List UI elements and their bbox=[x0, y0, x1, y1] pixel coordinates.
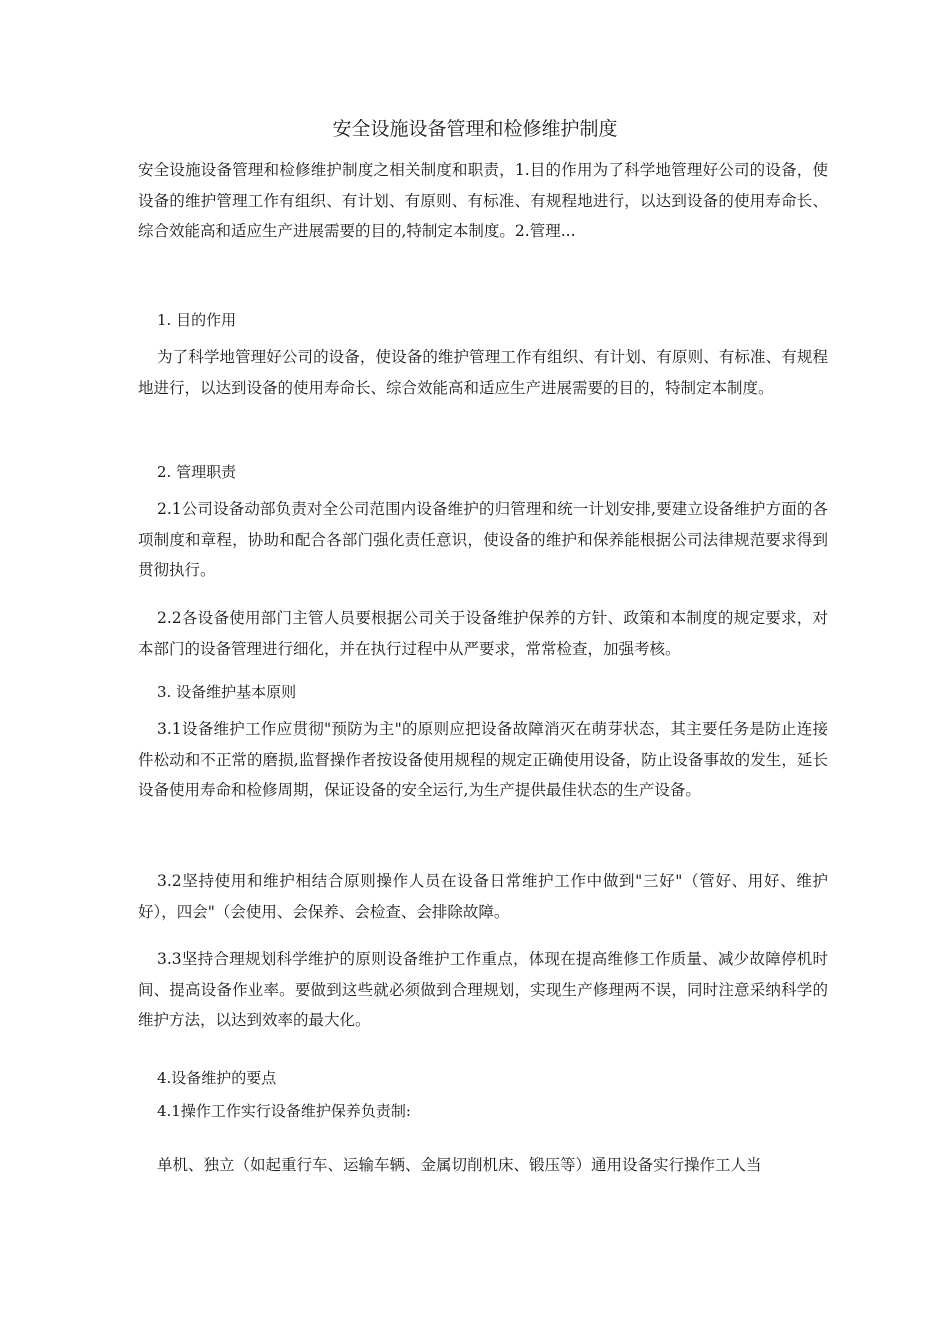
section-4-1-heading: 4.1操作工作实行设备维护保养负责制: bbox=[157, 1102, 411, 1120]
section-4-body: 单机、独立（如起重行车、运输车辆、金属切削机床、锻压等）通用设备实行操作工人当 bbox=[157, 1156, 762, 1174]
document-title: 安全设施设备管理和检修维护制度 bbox=[332, 118, 618, 140]
section-2-1-paragraph: 2.1公司设备动部负责对全公司范围内设备维护的归管理和统一计划安排,要建立设备维护方面的各项制度和章程，协助和配合各部门强化责任意识，使设备的维护和保养能根据公司法律规范要求得到贯彻执行。 bbox=[138, 500, 828, 579]
section-2-heading: 2. 管理职责 bbox=[157, 463, 237, 481]
section-1-body: 为了科学地管理好公司的设备，使设备的维护管理工作有组织、有计划、有原则、有标准、有规程地进行，以达到设备的使用寿命长、综合效能高和适应生产进展需要的目的，特制定本制度。 bbox=[138, 348, 828, 397]
section-4-heading: 4.设备维护的要点 bbox=[157, 1069, 277, 1087]
section-3-2-paragraph: 3.2坚持使用和维护相结合原则操作人员在设备日常维护工作中做到"三好"（管好、用好、维护好），四会"（会使用、会保养、会检查、会排除故障。 bbox=[138, 872, 828, 921]
section-2-2-paragraph: 2.2各设备使用部门主管人员要根据公司关于设备维护保养的方针、政策和本制度的规定要求，对本部门的设备管理进行细化，并在执行过程中从严要求，常常检查，加强考核。 bbox=[138, 609, 828, 658]
intro-paragraph: 安全设施设备管理和检修维护制度之相关制度和职责，1.目的作用为了科学地管理好公司的设备，使设备的维护管理工作有组织、有计划、有原则、有标准、有规程地进行，以达到设备的使用寿命长、综合效能高和适应生产进展需要的目的,特制定本制度。2.管理... bbox=[138, 161, 828, 240]
section-1-heading: 1. 目的作用 bbox=[157, 311, 237, 329]
section-3-3-paragraph: 3.3坚持合理规划科学维护的原则设备维护工作重点，体现在提高维修工作质量、减少故障停机时间、提高设备作业率。要做到这些就必须做到合理规划，实现生产修理两不误，同时注意采纳科学的维护方法，以达到效率的最大化。 bbox=[138, 950, 828, 1029]
section-3-heading: 3. 设备维护基本原则 bbox=[157, 683, 297, 701]
section-3-1-paragraph: 3.1设备维护工作应贯彻"预防为主"的原则应把设备故障消灭在萌芽状态，其主要任务是防止连接件松动和不正常的磨损,监督操作者按设备使用规程的规定正确使用设备，防止设备事故的发生，延长设备使用寿命和检修周期，保证设备的安全运行,为生产提供最佳状态的生产设备。 bbox=[138, 720, 828, 799]
